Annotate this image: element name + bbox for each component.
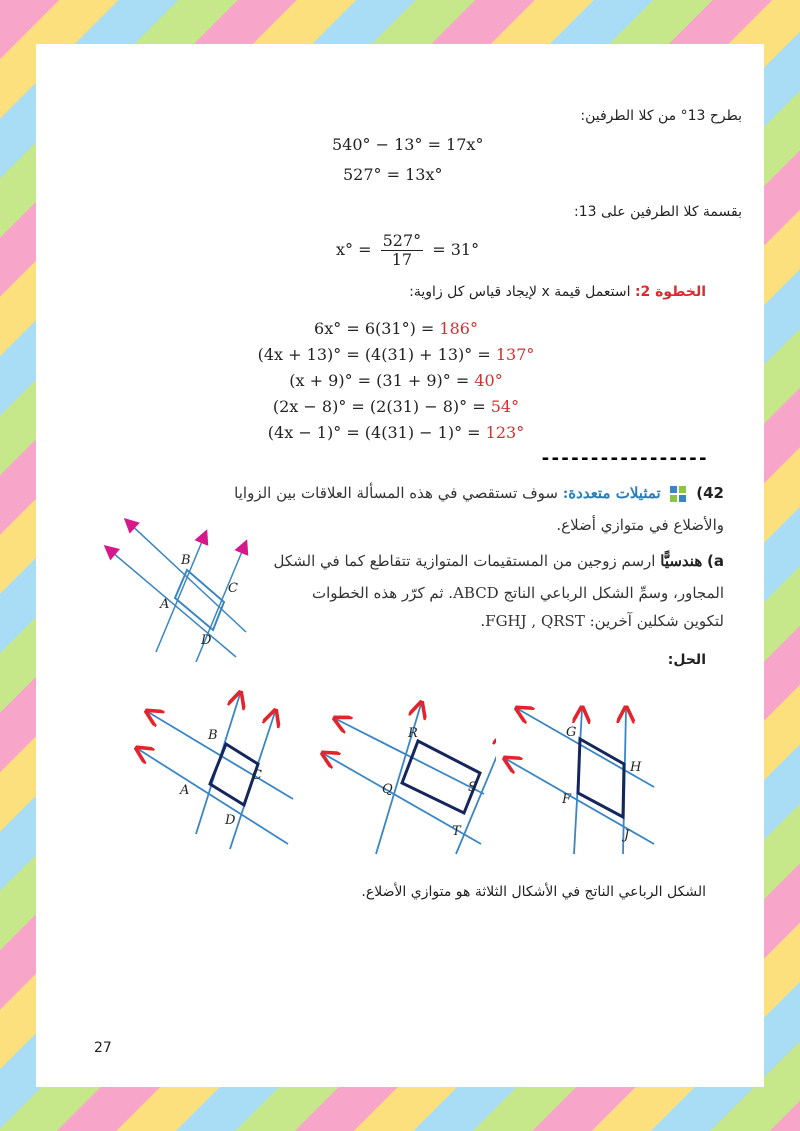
fraction-denominator: 17 (391, 250, 413, 269)
reference-figure-abcd (96, 512, 266, 662)
label-j: J (624, 828, 630, 843)
problem-intro-1: سوف تستقصي في هذه المسألة العلاقات بين الزوايا (234, 484, 558, 502)
label-a: A (160, 597, 170, 612)
page-sheet (36, 44, 764, 1087)
puzzle-icon (669, 485, 687, 503)
part-a-label: a) (707, 552, 724, 570)
angle-row (236, 368, 556, 394)
solution-label: الحل: (667, 652, 706, 668)
label-c: C (228, 581, 238, 596)
part-a-text-1: ارسم زوجين من المستقيمات المتوازية تتقاطع كما في الشكل (273, 552, 656, 570)
conclusion-text: الشكل الرباعي الناتج في الأشكال الثلاثة هو متوازي الأضلاع. (361, 884, 706, 900)
angle-result: 186° (439, 319, 478, 338)
angle-list (236, 316, 556, 446)
label-b: B (181, 553, 191, 568)
label-h: H (630, 760, 642, 775)
angle-row (236, 316, 556, 342)
equation-x-result: = 31° (432, 240, 480, 259)
equation-fraction (381, 232, 424, 269)
equation-subtract-2: 527° = 13x° (343, 165, 443, 184)
label-s: S (468, 780, 477, 795)
equation-subtract-1: 540° − 13° = 17x° (332, 135, 484, 154)
equation-x-lhs: x° = (336, 240, 372, 259)
angle-expression: (x + 9)° = (31 + 9)° = (289, 371, 475, 390)
angle-expression: (4x + 13)° = (4(31) + 13)° = (257, 345, 496, 364)
angle-row (236, 420, 556, 446)
problem-title: تمثيلات متعددة: (562, 484, 661, 502)
angle-expression: (2x − 8)° = (2(31) − 8)° = (272, 397, 491, 416)
label-q: Q (382, 782, 393, 797)
label-a: A (180, 783, 190, 798)
angle-row (236, 394, 556, 420)
label-r: R (408, 726, 418, 741)
part-a-line3: لتكوين شكلين آخرين: FGHJ , QRST. (480, 612, 724, 630)
step-subtract-label: بطرح 13° من كلا الطرفين: (580, 108, 742, 124)
step2-line (146, 284, 706, 300)
angle-row (236, 342, 556, 368)
problem-intro-2: والأضلاع في متوازي أضلاع. (556, 516, 724, 534)
step-divide-label: بقسمة كلا الطرفين على 13: (573, 204, 742, 220)
angle-expression: 6x° = 6(31°) = (314, 319, 440, 338)
angle-result: 54° (490, 397, 520, 416)
fraction-numerator: 527° (382, 231, 422, 250)
angle-result: 40° (474, 371, 503, 390)
page-number: 27 (94, 1040, 112, 1056)
figure-qrst (316, 689, 496, 859)
label-c: C (252, 768, 262, 783)
label-g: G (566, 725, 577, 740)
label-b: B (208, 728, 218, 743)
angle-expression: (4x − 1)° = (4(31) − 1)° = (267, 423, 486, 442)
part-a-line2: المجاور، وسمِّ الشكل الرباعي الناتج ABCD. ثم كرّر هذه الخطوات (311, 584, 724, 602)
label-d: D (225, 813, 236, 828)
label-t: T (452, 824, 461, 839)
dashed-separator: ----------------- (540, 448, 708, 469)
problem-number: 42) (696, 484, 724, 502)
figure-fghj (496, 689, 676, 864)
angle-result: 137° (495, 345, 535, 364)
equation-x-value (336, 232, 479, 269)
step2-heading: الخطوة 2: (634, 284, 706, 300)
label-f: F (562, 792, 572, 807)
figure-abcd (128, 684, 308, 854)
problem-header (164, 484, 724, 503)
label-d: D (201, 633, 212, 648)
step2-text: استعمل قيمة x لإيجاد قياس كل زاوية: (409, 284, 631, 300)
angle-result: 123° (485, 423, 525, 442)
part-a-title: هندسيًّا (660, 552, 703, 570)
